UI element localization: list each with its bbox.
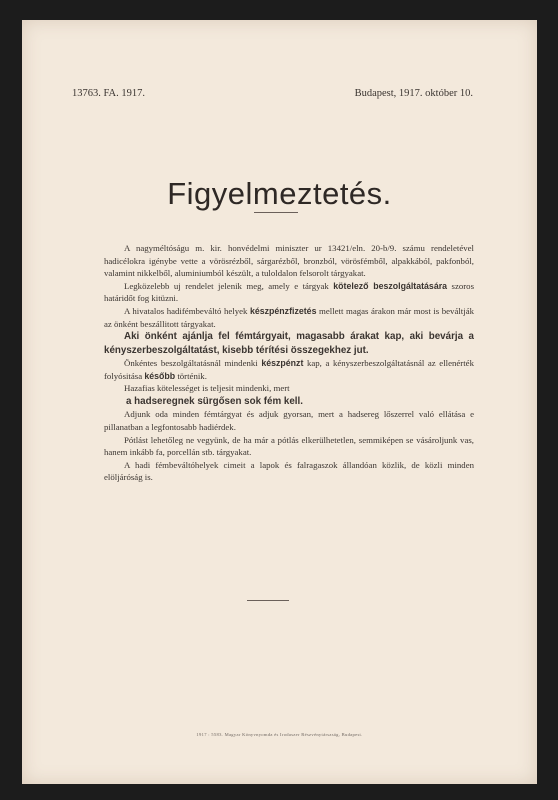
printer-imprint: 1917 : 5583. Magyar Könyvnyomda és Irodaszer Részvénytársaság, Budapest. bbox=[196, 732, 363, 737]
paragraph-exchange-text-a: A hivatalos hadifémbeváltó helyek bbox=[124, 305, 248, 316]
page-title: Figyelmeztetés. bbox=[167, 176, 392, 211]
paragraph-give-fast: Adjunk oda minden fémtárgyat és adjuk gyorsan, mert a hadsereg lőszerrel való ellátása e pillanatban a legfontosabb hadiérdek. bbox=[104, 409, 474, 433]
reference-number: 13763. FA. 1917. bbox=[72, 88, 146, 99]
paragraph-deadline-bold: kötelező beszolgáltatására bbox=[333, 280, 448, 291]
title-divider bbox=[254, 212, 298, 213]
paragraph-payment-bold-b: később bbox=[144, 370, 176, 381]
date-line: Budapest, 1917. október 10. bbox=[354, 88, 473, 99]
paragraph-deadline-text-b: szoros határidőt fog kitüzni. bbox=[104, 280, 474, 304]
paragraph-payment-bold-a: készpénzt bbox=[261, 358, 304, 369]
paragraph-replacement: Pótlást lehetőleg ne vegyünk, de ha már a pótlás elkerülhetetlen, semmiképen se vásároljunk vas, hanem inkább fa, porcellán stb. tárgyakat. bbox=[104, 434, 474, 458]
paragraph-exchange-text-b: mellett magas árakon már most is beváltják az önként beszállitott tárgyakat. bbox=[104, 305, 474, 329]
notice-body bbox=[104, 242, 474, 484]
paragraph-exchange bbox=[104, 305, 474, 330]
poster-sheet bbox=[22, 20, 537, 784]
closing-divider bbox=[247, 600, 289, 601]
paragraph-duty: Hazafias kötelességet is teljesit mindenki, mert bbox=[124, 383, 290, 394]
paragraph-payment-text-b: kap, a kényszerbeszolgáltatásnál az ellenérték folyósitása bbox=[104, 358, 474, 381]
paragraph-payment bbox=[104, 357, 474, 382]
paragraph-deadline-text-a: Legközelebb uj rendelet jelenik meg, amely e tárgyak bbox=[124, 280, 329, 291]
paragraph-deadline bbox=[104, 280, 474, 305]
paragraph-army-need: a hadseregnek sürgősen sok fém kell. bbox=[126, 395, 303, 407]
paragraph-addresses: A hadi fémbeváltóhelyek cimeit a lapok és falragaszok állandóan közlik, de közli minden elöljáróság is. bbox=[104, 459, 474, 483]
paragraph-exchange-bold: készpénzfizetés bbox=[249, 305, 317, 316]
paragraph-payment-text-a: Önkéntes beszolgáltatásnál mindenki bbox=[124, 358, 258, 369]
paragraph-payment-text-c: történik. bbox=[177, 370, 207, 381]
paragraph-volunteer-warning: Aki önként ajánlja fel fémtárgyait, magasabb árakat kap, aki bevárja a kényszerbeszolgáltatást, kisebb térítési összegekhez jut. bbox=[104, 331, 474, 356]
paragraph-decree: A nagyméltóságu m. kir. honvédelmi miniszter ur 13421/eln. 20-b/9. számu rendeletével hadicélokra igénybe vette a vörösrézből, sárgarézből, bronzból, vörösfémből, alpakkából, pakfonból, valamint nikkelből, aluminiumból készült, a tuloldalon felsorolt tárgyakat. bbox=[104, 243, 474, 279]
